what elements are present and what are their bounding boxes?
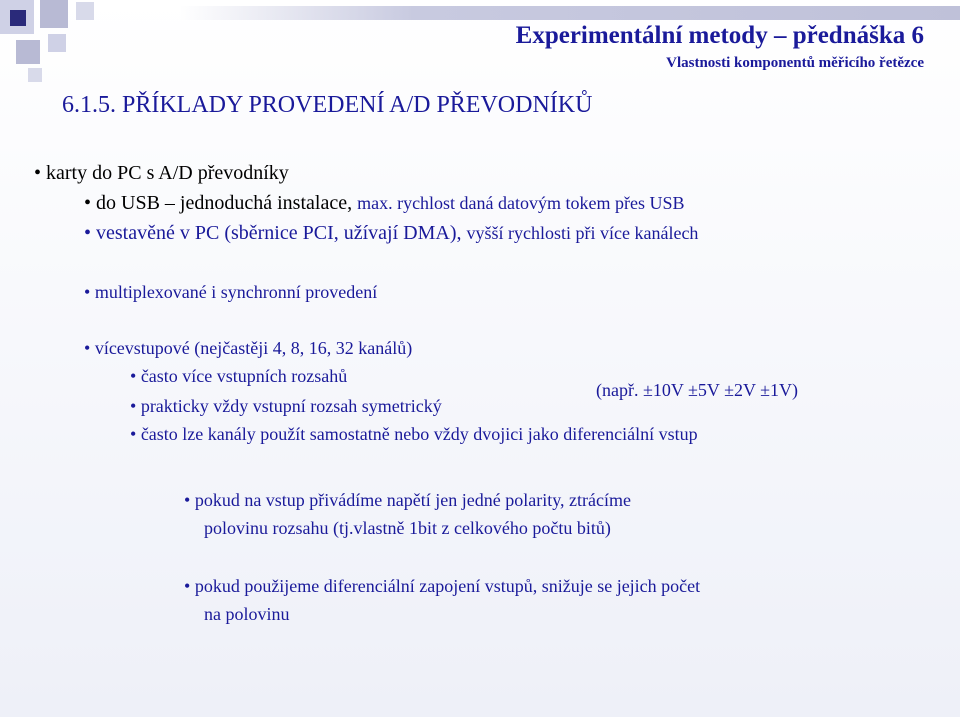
list-item bbox=[84, 222, 698, 245]
bullet-icon: • bbox=[84, 338, 95, 358]
deco-square bbox=[76, 2, 94, 20]
list-item-text: vestavěné v PC (sběrnice PCI, užívají DMA), bbox=[96, 222, 467, 244]
range-note: (např. ±10V ±5V ±2V ±1V) bbox=[596, 380, 799, 400]
bullet-icon: • bbox=[84, 222, 97, 244]
list-item-text: prakticky vždy vstupní rozsah symetrický bbox=[140, 396, 442, 416]
list-item-note: max. rychlost daná datovým tokem přes USB bbox=[357, 193, 685, 213]
list-item-continuation: na polovinu bbox=[204, 604, 290, 624]
list-item-text: karty do PC s A/D převodníky bbox=[46, 162, 289, 184]
deco-square bbox=[40, 0, 68, 28]
list-item bbox=[130, 424, 698, 445]
list-item bbox=[130, 366, 347, 387]
page-title: Experimentální metody – přednáška 6 bbox=[515, 22, 924, 49]
list-item-continuation: polovinu rozsahu (tj.vlastně 1bit z celkového počtu bitů) bbox=[204, 518, 611, 538]
bullet-icon: • bbox=[130, 366, 141, 386]
list-item bbox=[84, 192, 685, 215]
section-heading: 6.1.5. PŘÍKLADY PROVEDENÍ A/D PŘEVODNÍKŮ bbox=[62, 92, 593, 118]
list-item bbox=[184, 576, 700, 597]
list-item-text: pokud na vstup přivádíme napětí jen jedné polarity, ztrácíme bbox=[194, 490, 632, 510]
list-item-note: vyšší rychlosti při více kanálech bbox=[466, 223, 699, 243]
deco-square bbox=[48, 34, 66, 52]
list-item bbox=[84, 338, 412, 359]
deco-square bbox=[10, 10, 26, 26]
bullet-icon: • bbox=[130, 396, 141, 416]
bullet-icon: • bbox=[84, 282, 95, 302]
deco-square bbox=[28, 68, 42, 82]
list-item-text: vícevstupové (nejčastěji 4, 8, 16, 32 kanálů) bbox=[94, 338, 413, 358]
bullet-icon: • bbox=[130, 424, 141, 444]
deco-square bbox=[16, 40, 40, 64]
bullet-icon: • bbox=[184, 576, 195, 596]
list-item bbox=[34, 162, 289, 185]
bullet-icon: • bbox=[34, 162, 47, 184]
page-subtitle: Vlastnosti komponentů měřicího řetězce bbox=[666, 55, 924, 71]
bullet-icon: • bbox=[84, 192, 97, 214]
list-item-text: multiplexované i synchronní provedení bbox=[94, 282, 378, 302]
list-item-text: často lze kanály použít samostatně nebo vždy dvojici jako diferenciální vstup bbox=[140, 424, 698, 444]
bullet-icon: • bbox=[184, 490, 195, 510]
list-item bbox=[130, 396, 442, 417]
header-bar bbox=[180, 6, 960, 20]
list-item-text: často více vstupních rozsahů bbox=[140, 366, 348, 386]
list-item-text: do USB – jednoduchá instalace, bbox=[96, 192, 358, 214]
list-item-text: pokud použijeme diferenciální zapojení vstupů, snižuje se jejich počet bbox=[194, 576, 701, 596]
list-item bbox=[184, 490, 631, 511]
list-item bbox=[84, 282, 377, 303]
